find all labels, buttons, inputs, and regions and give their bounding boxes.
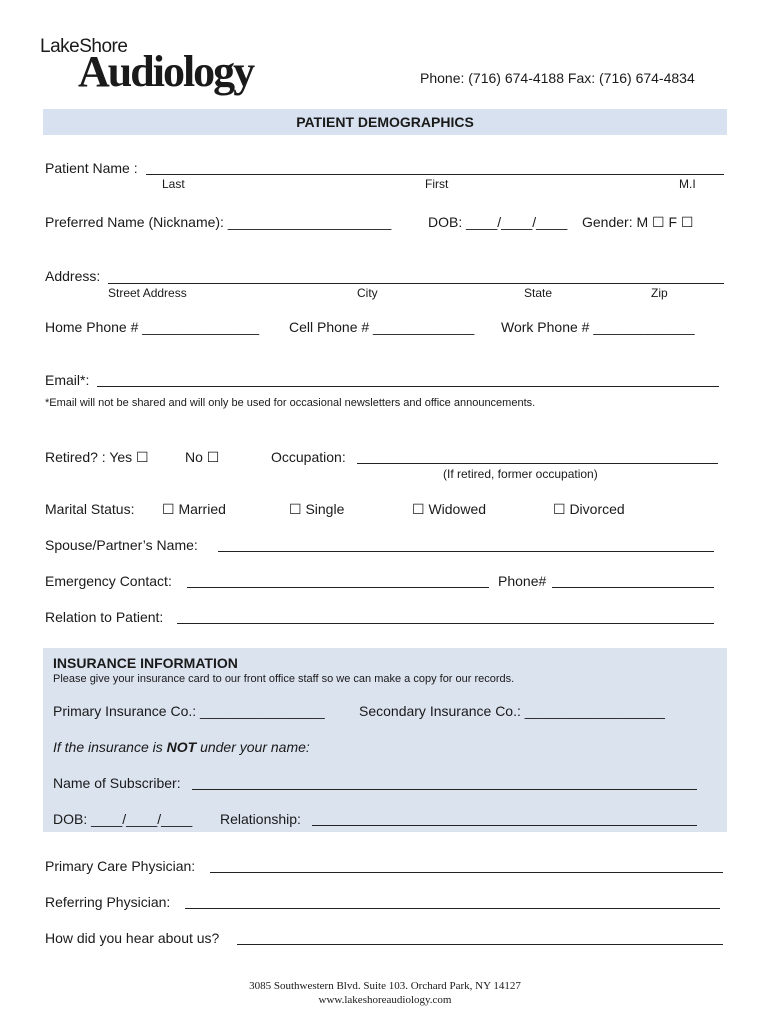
- subscriber-dob-field[interactable]: DOB: ____/____/____: [53, 811, 193, 827]
- relation-label: Relation to Patient:: [45, 609, 164, 625]
- address-sub-zip: Zip: [651, 286, 668, 300]
- email-field[interactable]: [97, 386, 719, 387]
- retired-no-checkbox[interactable]: No ☐: [185, 449, 220, 465]
- marital-single-checkbox[interactable]: ☐ Single: [289, 501, 345, 517]
- occupation-note: (If retired, former occupation): [443, 467, 598, 481]
- address-sub-street: Street Address: [108, 286, 187, 300]
- spouse-label: Spouse/Partner’s Name:: [45, 537, 198, 553]
- emergency-phone-field[interactable]: [552, 587, 714, 588]
- patient-name-label: Patient Name :: [45, 160, 138, 176]
- occupation-label: Occupation:: [271, 449, 346, 465]
- logo-line1: LakeShore: [40, 36, 128, 57]
- relation-field[interactable]: [177, 623, 714, 624]
- marital-widowed-checkbox[interactable]: ☐ Widowed: [412, 501, 487, 517]
- insurance-not-bold: NOT: [166, 739, 197, 755]
- secondary-insurance-field[interactable]: Secondary Insurance Co.: __________________: [359, 703, 665, 719]
- subscriber-field[interactable]: [192, 789, 697, 790]
- emergency-contact-label: Emergency Contact:: [45, 573, 172, 589]
- retired-yes-checkbox[interactable]: Retired? : Yes ☐: [45, 449, 149, 465]
- email-note: *Email will not be shared and will only be used for occasional newsletters and office announcements.: [45, 397, 536, 409]
- dob-field[interactable]: DOB: ____/____/____: [428, 214, 568, 230]
- cell-phone-field[interactable]: Cell Phone # _____________: [289, 319, 475, 335]
- insurance-note: Please give your insurance card to our front office staff so we can make a copy for our records.: [53, 673, 515, 685]
- primary-care-label: Primary Care Physician:: [45, 858, 196, 874]
- insurance-not-post: under your name:: [196, 739, 310, 755]
- address-label: Address:: [45, 268, 101, 284]
- insurance-title: INSURANCE INFORMATION: [53, 655, 238, 671]
- relationship-field[interactable]: [312, 825, 697, 826]
- primary-insurance-field[interactable]: Primary Insurance Co.: ________________: [53, 703, 325, 719]
- emergency-phone-label: Phone#: [498, 573, 547, 589]
- marital-divorced-checkbox[interactable]: ☐ Divorced: [553, 501, 625, 517]
- email-label: Email*:: [45, 372, 90, 388]
- referring-field[interactable]: [185, 908, 720, 909]
- hear-about-label: How did you hear about us?: [45, 930, 220, 946]
- emergency-contact-field[interactable]: [187, 587, 489, 588]
- relationship-label: Relationship:: [220, 811, 301, 827]
- patient-name-sub-last: Last: [162, 177, 185, 191]
- marital-status-label: Marital Status:: [45, 501, 135, 517]
- insurance-not-your-name: [53, 739, 310, 755]
- subscriber-label: Name of Subscriber:: [53, 775, 181, 791]
- footer-address: 3085 Southwestern Blvd. Suite 103. Orchard Park, NY 14127: [249, 980, 521, 992]
- gender-checkboxes[interactable]: Gender: M ☐ F ☐: [582, 214, 694, 230]
- footer-website: www.lakeshoreaudiology.com: [318, 994, 452, 1006]
- preferred-name-field[interactable]: Preferred Name (Nickname): _____________________: [45, 214, 392, 230]
- insurance-not-pre: If the insurance is: [53, 739, 167, 755]
- primary-care-field[interactable]: [210, 872, 723, 873]
- marital-married-checkbox[interactable]: ☐ Married: [162, 501, 226, 517]
- patient-name-sub-first: First: [425, 177, 449, 191]
- form-title: PATIENT DEMOGRAPHICS: [296, 114, 474, 130]
- patient-name-field[interactable]: [146, 174, 724, 175]
- occupation-field[interactable]: [357, 463, 718, 464]
- referring-label: Referring Physician:: [45, 894, 171, 910]
- hear-about-field[interactable]: [237, 944, 723, 945]
- patient-name-sub-mi: M.I: [679, 177, 696, 191]
- form-title-bar: [43, 109, 727, 135]
- address-sub-state: State: [524, 286, 553, 300]
- logo-line2: Audiology: [78, 47, 254, 96]
- spouse-field[interactable]: [218, 551, 714, 552]
- address-field[interactable]: [108, 283, 724, 284]
- home-phone-field[interactable]: Home Phone # _______________: [45, 319, 260, 335]
- address-sub-city: City: [357, 286, 378, 300]
- work-phone-field[interactable]: Work Phone # _____________: [501, 319, 695, 335]
- contact-info: Phone: (716) 674-4188 Fax: (716) 674-4834: [420, 70, 695, 86]
